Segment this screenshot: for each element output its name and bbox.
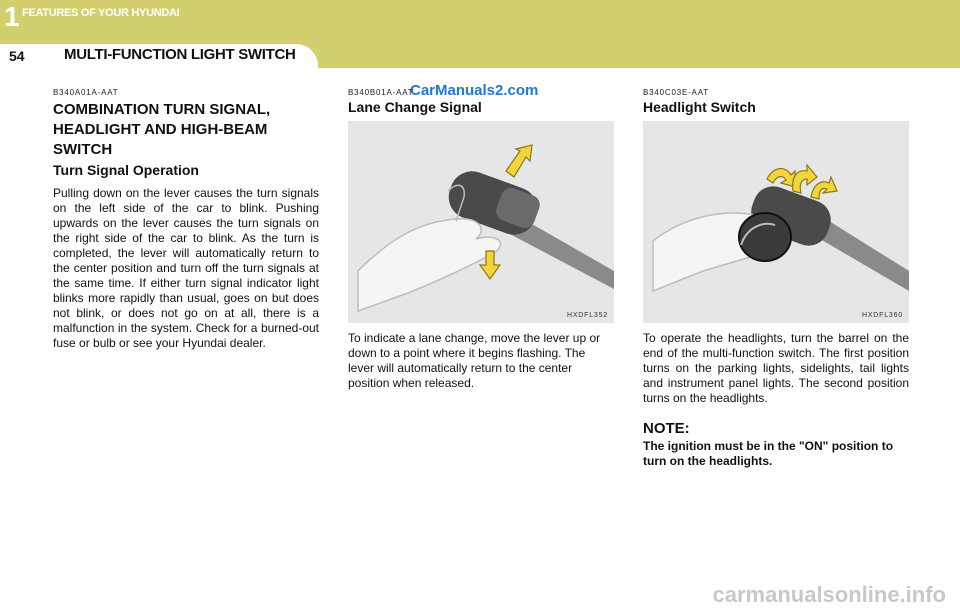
note-title: NOTE: [643,420,690,437]
page-number: 54 [9,48,25,64]
main-heading [53,100,319,160]
section-code: B340A01A-AAT [53,88,119,97]
section-code: B340B01A-AAT [348,88,414,97]
figure-label: HXDFL360 [861,312,903,319]
lane-change-illustration [348,121,614,323]
chapter-title: FEATURES OF YOUR HYUNDAI [22,7,180,19]
heading: Lane Change Signal [348,99,482,115]
heading-line: COMBINATION TURN SIGNAL, [53,101,271,118]
hand-lever-icon [348,121,614,323]
body-text: To indicate a lane change, move the lever up or down to a point where it begins flashing. The lever will automatically return to the center position when released. [348,331,601,390]
headlight-illustration [643,121,909,323]
note-text: The ignition must be in the "ON" position to turn on the headlights. [643,439,894,468]
watermark-link[interactable]: CarManuals2.com [410,82,539,99]
column-turn-signal [53,88,319,351]
chapter-number: 1 [4,1,20,32]
footer-watermark: carmanualsonline.info [712,582,946,607]
hand-barrel-icon [643,121,909,323]
subheading: Turn Signal Operation [53,162,199,178]
heading-line: SWITCH [53,141,113,158]
figure-label: HXDFL352 [566,312,608,319]
column-lane-change [348,88,614,391]
section-title: MULTI-FUNCTION LIGHT SWITCH [64,46,296,63]
column-headlight [643,88,909,469]
heading: Headlight Switch [643,99,756,115]
heading-line: HEADLIGHT AND HIGH-BEAM [53,121,268,138]
body-text: Pulling down on the lever causes the turn signals on the left side of the car to blink. Pushing upwards on the lever causes the turn signals on the right side of the car to blink. As the turn is completed, the lever will automatically return to the center position and turn off the turn signals at the same time. If either turn signal indicator light blinks more rapidly than usual, goes on but does not blink, or does not go on at all, there is a malfunction in the system. Check for a burned-out fuse or bulb or see your Hyundai dealer. [53,186,319,350]
body-text: To operate the headlights, turn the barrel on the end of the multi-function switch. The first position turns on the parking lights, sidelights, tail lights and instrument panel lights. The second position turns on the headlights. [643,331,909,405]
section-code: B340C03E-AAT [643,88,709,97]
